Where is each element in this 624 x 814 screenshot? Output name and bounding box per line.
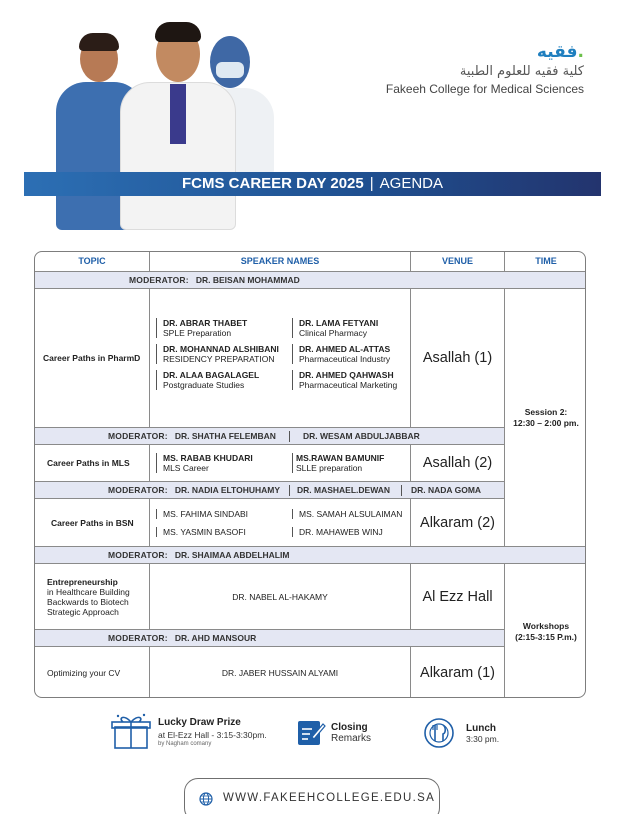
lunch-title: Lunch: [466, 723, 496, 734]
speaker-entry: MS. SAMAH ALSULAIMAN: [292, 509, 402, 519]
moderator-row: [35, 630, 505, 647]
moderator-label: MODERATOR:: [108, 633, 168, 643]
speaker-entry: DR. ALAA BAGALAGEL Postgraduate Studies: [156, 370, 259, 390]
banner-title: FCMS CAREER DAY 2025: [182, 175, 364, 192]
moderator-name: DR. MASHAEL.DEWAN: [297, 485, 391, 495]
doctor-image-center: [118, 22, 238, 230]
column-header-time: TIME: [505, 252, 586, 272]
closing-remarks-icon: [296, 717, 326, 752]
moderator-name: DR. SHAIMAA ABDELHALIM: [174, 550, 290, 560]
speaker-entry: MS. FAHIMA SINDABI: [156, 509, 248, 519]
moderator-name: DR. AHD MANSOUR: [174, 633, 257, 643]
lunch-info: [466, 723, 499, 744]
venue-cell: Alkaram (1): [411, 647, 505, 698]
speaker-entry: DR. MAHAWEB WINJ: [292, 527, 383, 537]
speakers-cell: [150, 445, 411, 482]
speaker-entry: DR. ABRAR THABET SPLE Preparation: [156, 318, 247, 338]
moderator-name: DR. NADA GOMA: [411, 485, 482, 495]
lucky-draw-title: Lucky Draw Prize: [158, 717, 241, 728]
topic-line: in Healthcare Building: [47, 586, 130, 597]
topic-line: Backwards to Biotech: [47, 596, 129, 607]
lunch-icon: [423, 717, 455, 754]
logo-arabic-name: كلية فقيه للعلوم الطبية: [459, 64, 584, 79]
website-url: WWW.FAKEEHCOLLEGE.EDU.SA: [223, 792, 436, 804]
banner-separator: |: [369, 175, 374, 192]
venue-cell: Alkaram (2): [411, 499, 505, 547]
topic-cell: [35, 564, 150, 630]
lucky-draw-sponsor: by Nagham comany: [158, 741, 212, 747]
time-cell-session-2: [505, 289, 586, 547]
time-line: (2:15-3:15 P.m.): [515, 631, 577, 642]
time-line: 12:30 – 2:00 pm.: [513, 417, 579, 428]
time-line: Session 2:: [524, 406, 568, 417]
speakers-cell: [150, 289, 411, 428]
lucky-draw-time: at El-Ezz Hall - 3:15-3:30pm.: [158, 730, 267, 740]
logo-mark-text: فقيه: [536, 42, 578, 62]
moderator-name: DR. BEISAN MOHAMMAD: [195, 275, 300, 285]
moderator-divider: [289, 431, 290, 442]
moderator-row: [35, 547, 586, 564]
closing-remarks-info: [331, 722, 371, 744]
topic-line: Entrepreneurship: [47, 576, 118, 587]
moderator-label: MODERATOR:: [108, 431, 168, 441]
website-link[interactable]: [184, 778, 440, 814]
closing-subtitle: Remarks: [331, 733, 372, 744]
speaker-entry: MS.RAWAN BAMUNIF SLLE preparation: [292, 453, 384, 473]
moderator-name: DR. NADIA ELTOHUHAMY: [174, 485, 281, 495]
venue-cell: Al Ezz Hall: [411, 564, 505, 630]
college-logo: فقيه. كلية فقيه للعلوم الطبية Fakeeh College for Medical Sciences: [385, 42, 584, 96]
time-cell-workshops: [505, 564, 586, 698]
column-header-venue: VENUE: [411, 252, 505, 272]
speakers-cell: DR. JABER HUSSAIN ALYAMI: [150, 647, 411, 698]
speaker-entry: MS. RABAB KHUDARI MLS Career: [156, 453, 253, 473]
moderator-row: [35, 428, 505, 445]
moderator-label: MODERATOR:: [108, 485, 168, 495]
speakers-cell: DR. NABEL AL-HAKAMY: [150, 564, 411, 630]
lucky-draw-info: [158, 717, 267, 747]
moderator-name: DR. WESAM ABDULJABBAR: [303, 431, 420, 441]
column-header-speakers: SPEAKER NAMES: [150, 252, 411, 272]
moderator-name: DR. SHATHA FELEMBAN: [174, 431, 276, 441]
closing-title: Closing: [331, 722, 368, 733]
gift-icon: [110, 712, 152, 755]
moderator-row: [35, 272, 586, 289]
venue-cell: Asallah (1): [411, 289, 505, 428]
venue-cell: Asallah (2): [411, 445, 505, 482]
speaker-entry: MS. YASMIN BASOFI: [156, 527, 246, 537]
agenda-table: [34, 251, 586, 698]
moderator-row: [35, 482, 505, 499]
moderator-divider: [289, 485, 290, 496]
topic-cell: Career Paths in MLS: [35, 445, 150, 482]
globe-icon: [199, 792, 213, 811]
moderator-label: MODERATOR:: [108, 550, 168, 560]
moderator-divider: [401, 485, 402, 496]
banner-subtitle: AGENDA: [379, 175, 443, 192]
speakers-cell: [150, 499, 411, 547]
time-line: Workshops: [522, 620, 570, 631]
lunch-time: 3:30 pm.: [466, 734, 500, 744]
topic-cell: Career Paths in PharmD: [35, 289, 150, 428]
logo-english-name: Fakeeh College for Medical Sciences: [385, 82, 584, 96]
speaker-entry: DR. LAMA FETYANI Clinical Pharmacy: [292, 318, 378, 338]
speaker-entry: DR. AHMED QAHWASH Pharmaceutical Marketing: [292, 370, 397, 390]
topic-line: Strategic Approach: [47, 606, 119, 617]
topic-cell: Career Paths in BSN: [35, 499, 150, 547]
topic-cell: Optimizing your CV: [35, 647, 150, 698]
moderator-label: MODERATOR:: [129, 275, 189, 285]
speaker-entry: DR. AHMED AL-ATTAS Pharmaceutical Industry: [292, 344, 390, 364]
title-banner: [24, 172, 601, 196]
speaker-entry: DR. MOHANNAD ALSHIBANI RESIDENCY PREPARATION: [156, 344, 279, 364]
column-header-topic: TOPIC: [35, 252, 150, 272]
